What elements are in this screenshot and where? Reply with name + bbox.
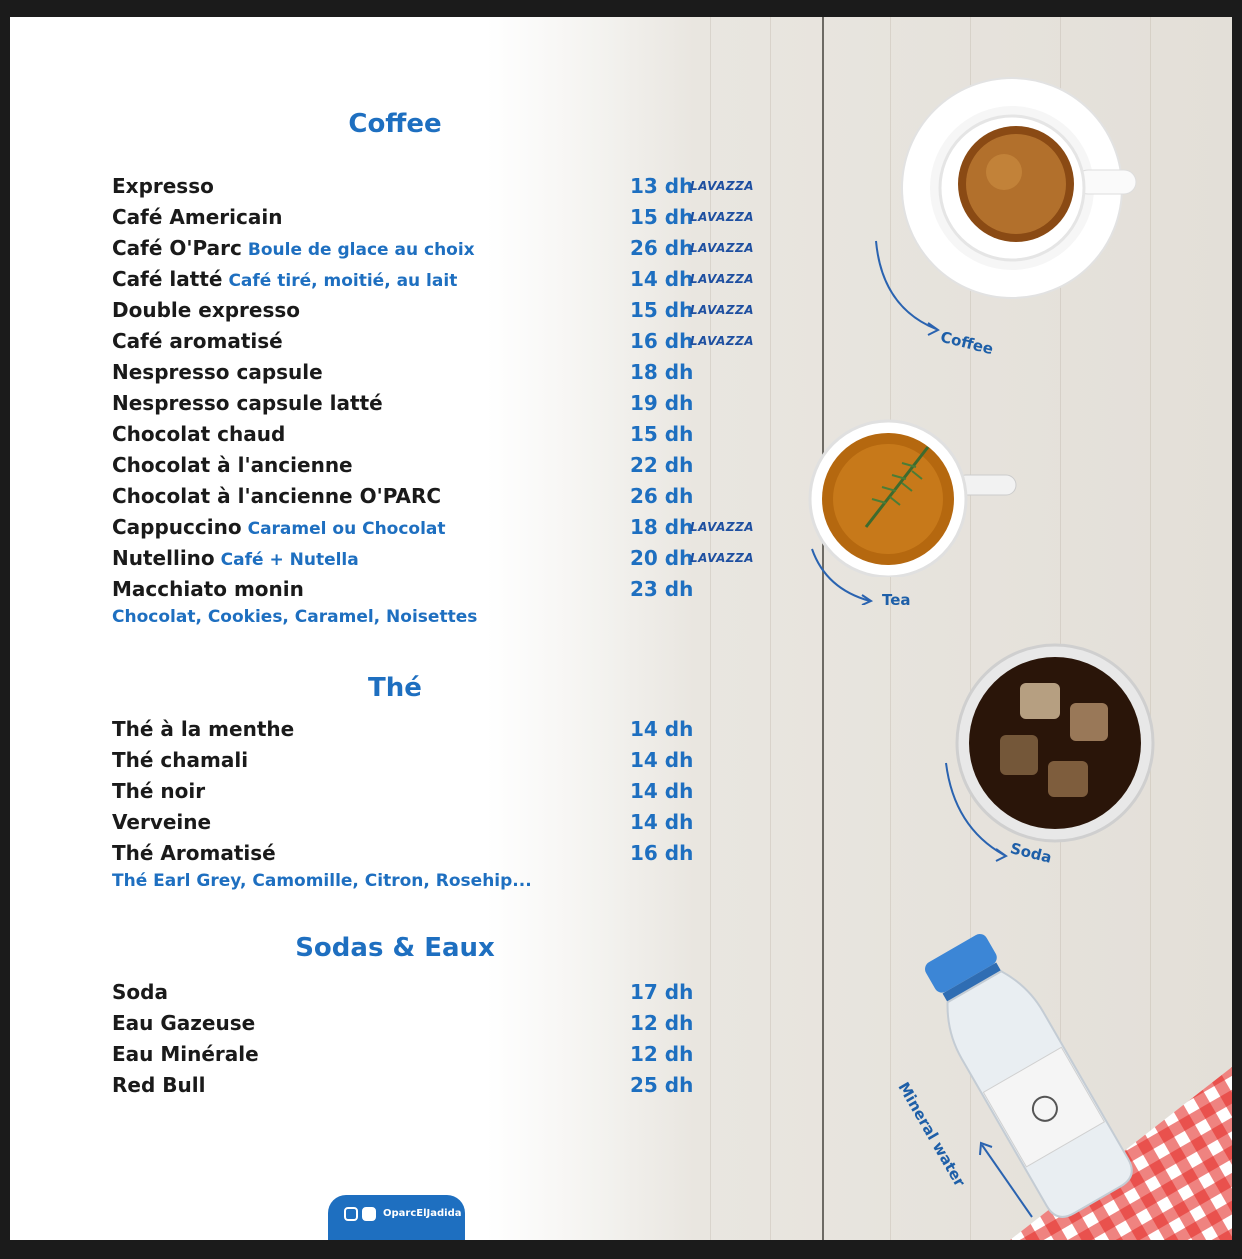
section-title-sodas: Sodas & Eaux (295, 933, 495, 963)
menu-item (112, 329, 283, 353)
menu-item-row (112, 360, 762, 388)
menu-item-note: Café + Nutella (220, 550, 359, 570)
menu-item-name: Chocolat chaud (112, 422, 286, 446)
menu-item-row (112, 841, 762, 869)
menu-item-row (112, 174, 762, 202)
coffee-arrow (870, 237, 960, 337)
plank-divider (822, 17, 824, 1240)
menu-item-name: Nespresso capsule latté (112, 391, 383, 415)
caption-soda: Soda (1008, 839, 1054, 867)
menu-item-price: 20 dh (630, 546, 694, 570)
menu-item-name: Chocolat à l'ancienne O'PARC (112, 484, 442, 508)
menu-item (112, 810, 211, 834)
menu-item-name: Thé chamali (112, 748, 249, 772)
lavazza-logo: LAVAZZA (690, 303, 755, 317)
menu-item-name: Nutellino (112, 546, 215, 570)
lavazza-logo: LAVAZZA (690, 179, 755, 193)
menu-item-name: Soda (112, 980, 168, 1004)
menu-item-row (112, 748, 762, 776)
instagram-icon[interactable] (344, 1207, 358, 1221)
menu-item-price: 14 dh (630, 717, 694, 741)
menu-item (112, 360, 323, 384)
menu-item-price: 15 dh (630, 298, 694, 322)
menu-item (112, 205, 282, 229)
menu-item (112, 422, 285, 446)
menu-item (112, 779, 205, 803)
menu-item-name: Chocolat à l'ancienne (112, 453, 353, 477)
water-arrow (972, 1133, 1042, 1223)
menu-page (10, 17, 1232, 1240)
lavazza-logo: LAVAZZA (690, 520, 755, 534)
menu-item-row (112, 205, 762, 233)
menu-item (112, 546, 359, 570)
menu-item-name: Expresso (112, 174, 214, 198)
caption-water: Mineral water (894, 1079, 969, 1190)
menu-item-note: Café tiré, moitié, au lait (228, 271, 458, 291)
menu-item-row (112, 577, 762, 605)
menu-item-row (112, 422, 762, 450)
menu-item (112, 717, 294, 741)
menu-item (112, 841, 276, 865)
menu-item-price: 14 dh (630, 779, 694, 803)
lavazza-logo: LAVAZZA (690, 551, 755, 565)
menu-item-price: 22 dh (630, 453, 694, 477)
menu-item-row (112, 267, 762, 295)
menu-item-price: 18 dh (630, 360, 694, 384)
menu-item-row (112, 515, 762, 543)
menu-item-name: Café O'Parc (112, 236, 242, 260)
menu-item-price: 17 dh (630, 980, 694, 1004)
social-handle: OparcElJadida (383, 1208, 462, 1219)
menu-item-row (112, 453, 762, 481)
menu-item-row (112, 779, 762, 807)
menu-item-price: 26 dh (630, 484, 694, 508)
lavazza-logo: LAVAZZA (690, 272, 755, 286)
menu-item-price: 15 dh (630, 205, 694, 229)
lavazza-logo: LAVAZZA (690, 210, 755, 224)
menu-item-row (112, 236, 762, 264)
tea-arrow (808, 545, 888, 605)
menu-item (112, 748, 248, 772)
menu-item-row (112, 546, 762, 574)
menu-item-name: Eau Minérale (112, 1042, 259, 1066)
menu-item-name: Macchiato monin (112, 577, 304, 601)
menu-item (112, 484, 441, 508)
menu-item-name: Nespresso capsule (112, 360, 323, 384)
menu-item-price: 26 dh (630, 236, 694, 260)
menu-item-price: 14 dh (630, 810, 694, 834)
menu-item-row (112, 484, 762, 512)
menu-item-price: 12 dh (630, 1042, 694, 1066)
menu-item-name: Café aromatisé (112, 329, 283, 353)
menu-item (112, 980, 168, 1004)
menu-item-price: 13 dh (630, 174, 694, 198)
menu-item-name: Red Bull (112, 1073, 206, 1097)
menu-item-row (112, 717, 762, 745)
menu-item (112, 174, 214, 198)
social-badge (328, 1195, 465, 1240)
menu-item-price: 14 dh (630, 748, 694, 772)
menu-item-price: 16 dh (630, 329, 694, 353)
menu-item-name: Café latté (112, 267, 223, 291)
menu-item (112, 1073, 205, 1097)
section-title-the: Thé (368, 673, 422, 703)
menu-item-name: Thé à la menthe (112, 717, 295, 741)
menu-item-price: 19 dh (630, 391, 694, 415)
menu-item-row (112, 1073, 762, 1101)
menu-item (112, 515, 446, 539)
dotted-leader (112, 998, 617, 999)
menu-item-row (112, 810, 762, 838)
menu-item-price: 23 dh (630, 577, 694, 601)
menu-item-price: 12 dh (630, 1011, 694, 1035)
menu-item-row (112, 298, 762, 326)
menu-item (112, 236, 475, 260)
menu-item-price: 25 dh (630, 1073, 694, 1097)
menu-item-price: 16 dh (630, 841, 694, 865)
menu-item-row (112, 391, 762, 419)
lavazza-logo: LAVAZZA (690, 334, 755, 348)
menu-item-note: Boule de glace au choix (247, 240, 475, 260)
menu-item (112, 267, 457, 291)
menu-item-price: 15 dh (630, 422, 694, 446)
menu-item-price: 14 dh (630, 267, 694, 291)
the-subnote: Thé Earl Grey, Camomille, Citron, Rosehip... (112, 871, 532, 891)
lavazza-logo: LAVAZZA (690, 241, 755, 255)
wood-grain (770, 17, 771, 1240)
caption-tea: Tea (882, 591, 911, 609)
caption-coffee: Coffee (938, 327, 996, 359)
menu-item-name: Thé noir (112, 779, 206, 803)
section-title-coffee: Coffee (348, 109, 442, 139)
menu-item-row (112, 980, 762, 1008)
menu-item-name: Café Americain (112, 205, 283, 229)
coffee-subnote: Chocolat, Cookies, Caramel, Noisettes (112, 607, 478, 627)
menu-item-row (112, 329, 762, 357)
facebook-icon[interactable] (362, 1207, 376, 1221)
menu-item (112, 1011, 255, 1035)
menu-item-note: Caramel ou Chocolat (247, 519, 446, 539)
menu-item-price: 18 dh (630, 515, 694, 539)
menu-item-row (112, 1011, 762, 1039)
menu-item-name: Thé Aromatisé (112, 841, 276, 865)
menu-item-name: Eau Gazeuse (112, 1011, 256, 1035)
menu-item (112, 391, 383, 415)
menu-item (112, 577, 304, 601)
menu-item (112, 453, 353, 477)
menu-item (112, 298, 300, 322)
menu-item (112, 1042, 259, 1066)
menu-item-name: Verveine (112, 810, 212, 834)
soda-arrow (940, 759, 1020, 869)
menu-item-name: Double expresso (112, 298, 301, 322)
menu-item-row (112, 1042, 762, 1070)
menu-item-name: Cappuccino (112, 515, 242, 539)
